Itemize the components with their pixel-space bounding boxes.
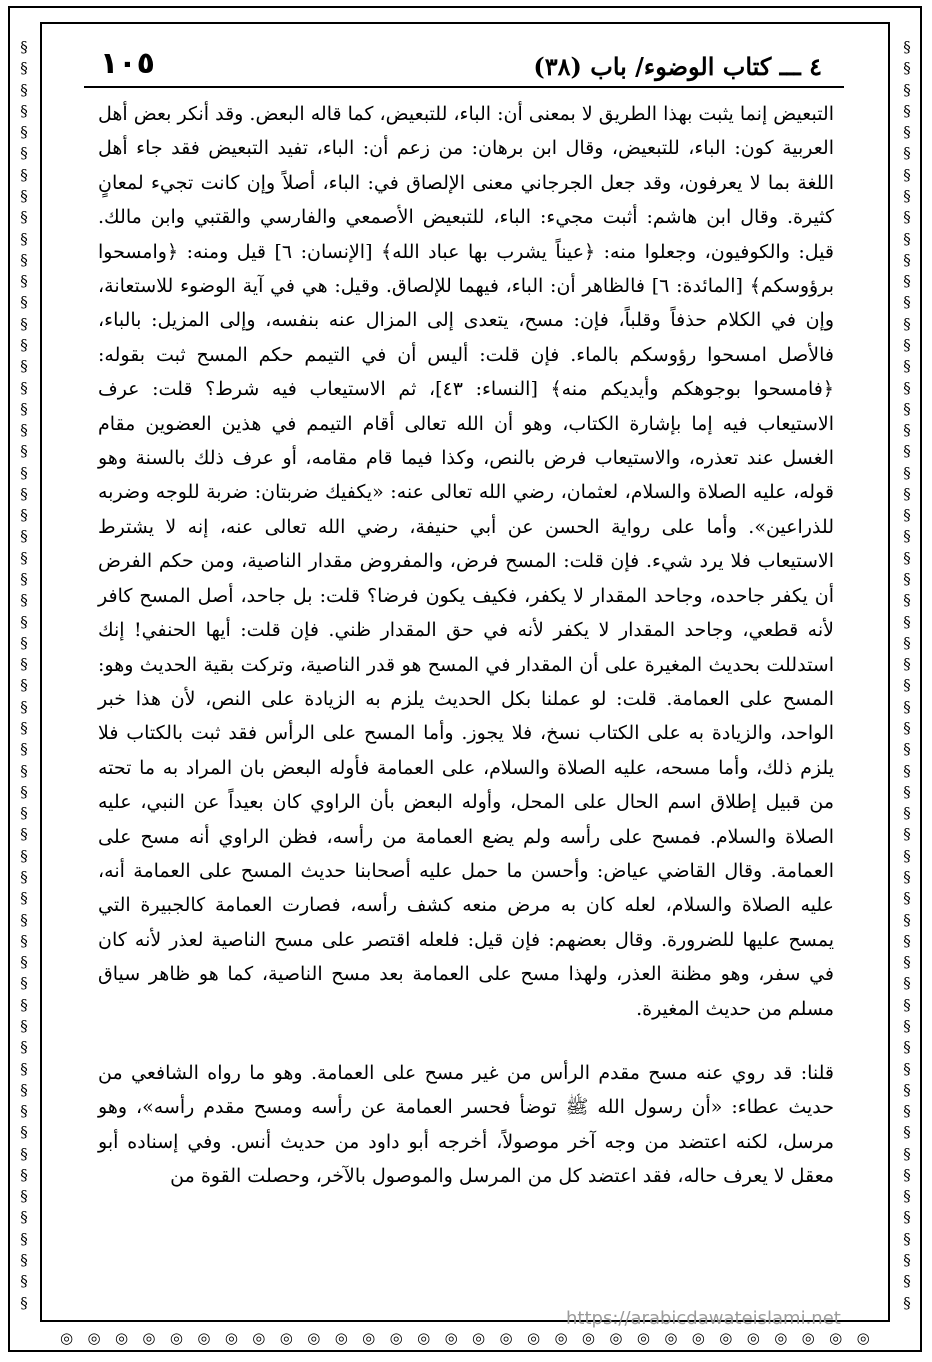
page-header <box>88 46 830 86</box>
header-rule <box>84 86 844 88</box>
right-ornament-border: § § § § § § § § § § § § § § § § § § § § § § § § § § § § § § § § § § § § § § § § § § § § § § § § § § § § § § § § § § § § <box>903 40 911 1310</box>
page-number: ١٠٥ <box>100 46 155 81</box>
paragraph-1: التبعيض إنما يثبت بهذا الطريق لا بمعنى أن: الباء، للتبعيض، كما قاله البعض. وقد أنكر بعض أهل العربية كون: الباء، للتبعيض، وقال ابن برهان: من زعم أن: الباء، تفيد التبعيض فقد جاء أهل اللغة بما لا يعرفون، وقد جعل الجرجاني معنى الإلصاق في: الباء، أصلاً وإن كانت تجيء لمعانٍ كثيرة. وقال ابن هاشم: أثبت مجيء: الباء، للتبعيض الأصمعي والفارسي والقتبي وابن مالك. قيل: والكوفيون، وجعلوا منه: ﴿عيناً يشرب بها عباد الله﴾ [الإنسان: ٦] قيل ومنه: ﴿وامسحوا برؤوسكم﴾ [المائدة: ٦] فالظاهر أن: الباء، فيهما للإلصاق. وقيل: هي في آية الوضوء للاستعانة، وإن في الكلام حذفاً وقلباً، فإن: مسح، يتعدى إلى المزال عنه بنفسه، وإلى المزيل: بالباء، فالأصل امسحوا رؤوسكم بالماء. فإن قلت: أليس أن في التيمم حكم المسح ثبت بقوله: ﴿فامسحوا بوجوهكم وأيديكم منه﴾ [النساء: ٤٣]، ثم الاستيعاب فيه شرط؟ قلت: عرف الاستيعاب فيه إما بإشارة الكتاب، وهو أن الله تعالى أقام التيمم في هذين العضوين مقام الغسل عند تعذره، والاستيعاب فرض بالنص، وكذا فيما قام مقامه، أو عرف ذلك بالسنة وهو قوله، عليه الصلاة والسلام، لعثمان، رضي الله تعالى عنه: «يكفيك ضربتان: ضربة للوجه وضربه للذراعين». وأما على رواية الحسن عن أبي حنيفة، رضي الله تعالى عنه، إنه لا يشترط الاستيعاب فلا يرد شيء. فإن قلت: المسح فرض، والمفروض مقدار الناصية، ومن حكم الفرض أن يكفر جاحده، وجاحد المقدار لا يكفر، فكيف يكون فرضا؟ قلت: بل جاحد، أصل المسح كافر لأنه قطعي، وجاحد المقدار لا يكفر لأنه في حق المقدار ظني. فإن قلت: أيها الحنفي! إنك استدللت بحديث المغيرة على أن المقدار في المسح هو قدر الناصية، وتركت بقية الحديث وهو: المسح على العمامة. قلت: لو عملنا بكل الحديث يلزم به الزيادة على النص، لأن هذا خبر الواحد، والزيادة به على الكتاب نسخ، فلا يجوز. وأما المسح على الرأس فقد ثبت بالكتاب فلا يلزم ذلك، وأما مسحه، عليه الصلاة والسلام، على العمامة فأوله البعض بان المراد به ما تحته من قبيل إطلاق اسم الحال على المحل، وأوله البعض بأن الراوي كان بعيداً عن النبي، عليه الصلاة والسلام. فمسح على رأسه ولم يضع العمامة من رأسه، فظن الراوي أنه مسح على العمامة. وقال القاضي عياض: وأحسن ما حمل عليه أصحابنا حديث المسح على العمامة أنه، عليه الصلاة والسلام، لعله كان به مرض منعه كشف رأسه، فصارت العمامة كالجبيرة التي يمسح عليها للضرورة. وقال بعضهم: فإن قيل: فلعله اقتصر على مسح الناصية لعذر لأنه كان في سفر، وهو مظنة العذر، ولهذا مسح على العمامة بعد مسح الناصية، كما هو ظاهر سياق مسلم من حديث المغيرة. <box>98 103 835 1020</box>
watermark-url: https://arabicdawateislami.net <box>566 1308 841 1329</box>
left-ornament-border: § § § § § § § § § § § § § § § § § § § § § § § § § § § § § § § § § § § § § § § § § § § § § § § § § § § § § § § § § § § § <box>20 40 28 1310</box>
bottom-ornament-border: ◎ ◎ ◎ ◎ ◎ ◎ ◎ ◎ ◎ ◎ ◎ ◎ ◎ ◎ ◎ ◎ ◎ ◎ ◎ ◎ ◎ ◎ ◎ ◎ ◎ ◎ ◎ ◎ ◎ ◎ <box>60 1329 870 1347</box>
paragraph-2: قلنا: قد روي عنه مسح مقدم الرأس من غير مسح على العمامة. وهو ما رواه الشافعي من حديث عطاء: «أن رسول الله ﷺ توضأ فحسر العمامة عن رأسه ومسح مقدم رأسه»، وهو مرسل، لكنه اعتضد من وجه آخر موصولاً، أخرجه أبو داود من حديث أنس. وفي إسناده أبو معقل لا يعرف حاله، فقد اعتضد كل من المرسل والموصول بالآخر، وحصلت القوة من <box>98 1061 834 1188</box>
body-text <box>98 97 834 1194</box>
running-head: ٤ ـــ كتاب الوضوء/ باب (٣٨) <box>533 52 822 81</box>
